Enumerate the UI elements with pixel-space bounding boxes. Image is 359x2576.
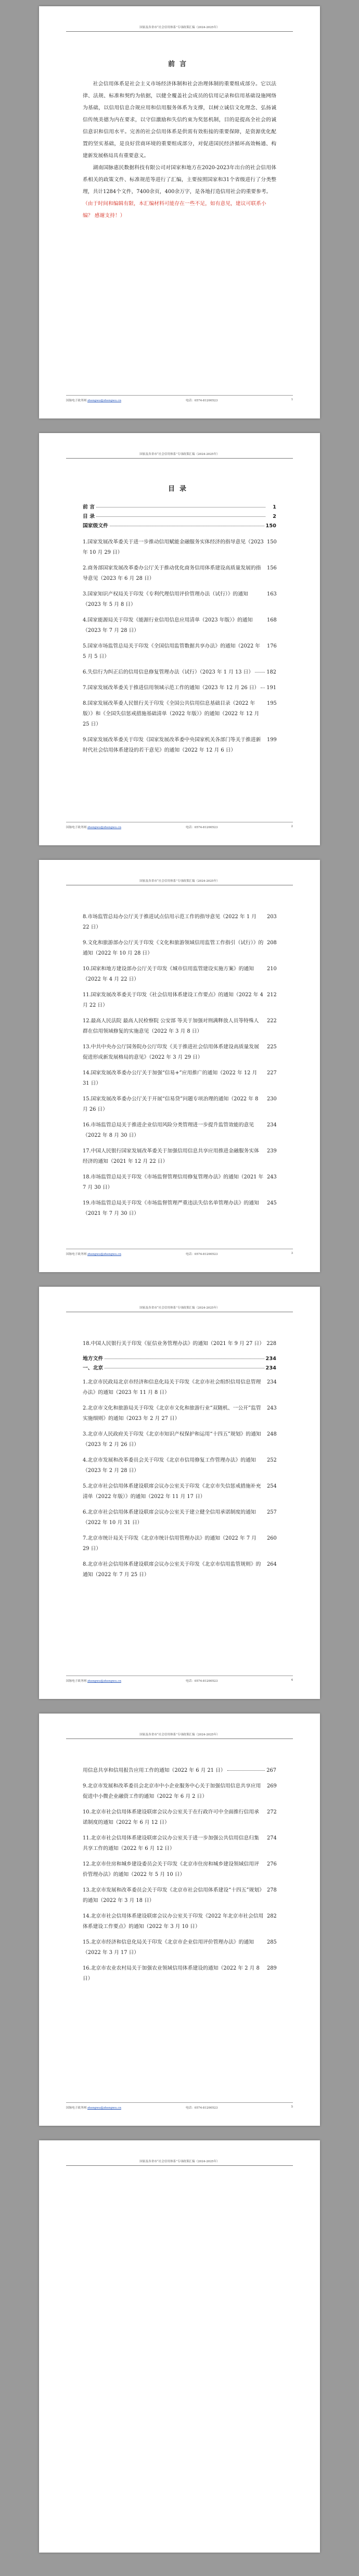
toc-item-title: 12.最高人民法院 最高人民检察院 公安部 等关于加强对刑满释放人员等特殊人群在信用领域修复的实施意见（2022 年 3 月 8 日） [83, 1018, 259, 1034]
footer-phone: 电话：0574-81200523 [186, 2107, 218, 2110]
toc-item-title: 5.北京市社会信用体系建设联席会议办公室关于印发《北京市失信惩戒措施补充清单（2022 年版）》的通知（2022 年 11 月 17 日） [83, 1483, 261, 1500]
toc-item-line [83, 1094, 276, 1115]
page-number: 2 [291, 825, 293, 828]
running-header: 国家及各省市“社会信用体系”专项政策汇编（2024-2025年） [139, 453, 220, 456]
preface-note: （由于时间和编辑有限，本汇编材料可能存在一些不足，如有意见，建议可联系小编？ 感谢支持！） [83, 201, 266, 219]
toc-item[interactable] [83, 1766, 276, 1776]
toc-item-line [83, 1937, 276, 1958]
toc-item-page: 245 [267, 1200, 277, 1206]
toc-item-line [83, 641, 276, 662]
toc-item-line [83, 683, 276, 693]
toc-item[interactable] [83, 1807, 276, 1828]
footer-email-link[interactable]: zhengwu@zhengwu.cn [87, 1680, 121, 1683]
toc-item[interactable] [83, 1533, 276, 1554]
page-2 [39, 433, 320, 845]
toc-item[interactable] [83, 1885, 276, 1906]
toc-item-page: 208 [267, 940, 277, 946]
toc-item-title: 9.文化和旅游部办公厅关于印发《文化和旅游领域信用监管工作指引（试行）》的通知（2022 年 10 月 28 日） [83, 940, 264, 956]
toc-item-line [83, 589, 276, 610]
toc-item[interactable] [83, 1455, 276, 1476]
footer-phone: 电话：0574-81200523 [186, 1253, 218, 1256]
page-number: 4 [291, 1679, 293, 1682]
toc-item[interactable] [83, 1068, 276, 1089]
toc-leader [227, 1770, 265, 1771]
toc-item-line [83, 1172, 276, 1193]
toc-item-line [83, 735, 276, 756]
toc-item[interactable] [83, 683, 276, 693]
toc-list [83, 1766, 276, 1989]
toc-item-page: 234 [267, 1379, 277, 1385]
toc-item-line [83, 1016, 276, 1037]
footer-email: 国脉电子政务网 zhengwu@zhengwu.cn [66, 2107, 121, 2110]
toc-item-line [83, 1403, 276, 1424]
toc-item-page: 182 [266, 669, 276, 675]
toc-item-line [83, 1766, 276, 1776]
toc-item-line [83, 1807, 276, 1828]
toc-item[interactable] [83, 1377, 276, 1398]
page-footer [66, 395, 293, 402]
page-title: 前言 [168, 60, 191, 68]
toc-item[interactable] [83, 912, 276, 933]
toc-item-title: 8.北京市社会信用体系建设联席会议办公室关于印发《北京市信用监管规则》的通知（2022 年 7 月 25 日） [83, 1562, 261, 1578]
toc-item-title: 8.国家发展改革委人民银行关于印发《全国公共信用信息基础目录（2022 年版）》和《全国失信惩戒措施基础清单（2022 年版）》的通知（2022 年 12 月 25 日） [83, 701, 260, 727]
toc-item-page: 191 [266, 685, 276, 691]
toc-list [83, 537, 276, 761]
toc-item[interactable] [83, 563, 276, 584]
toc-item-title: 7.国家发展改革委关于推进信用领域示范工作的通知（2023 年 12 月 26 日） [83, 685, 260, 691]
toc-item-title: 9.国家发展改革委关于印发《国家发展改革委中央国家机关各部门等关于推进新时代社会信用体系建设的若干意见》的通知（2022 年 12 月 6 日） [83, 737, 261, 753]
toc-item-line [83, 1963, 276, 1984]
toc-item-page: 252 [267, 1457, 277, 1463]
toc-item-title: 18.中国人民银行关于印发《征信业务管理办法》的通知（2021 年 9 月 27 日） [83, 1341, 265, 1347]
header-rule [66, 31, 293, 32]
toc-item-title: 14.国家发展改革委办公厅关于加强“信易+”应用推广的通知（2022 年 12 月 31 日） [83, 1070, 258, 1086]
toc-item-title: 11.国家发展改革委关于印发《社会信用体系建设工作要点》的通知（2022 年 4 月 22 日） [83, 992, 263, 1008]
toc-item[interactable] [83, 1120, 276, 1141]
preface-paragraph: 社会信用体系是社会主义市场经济体制和社会治理体制的重要组成部分。它以法律、法规、标准和契约为依据，以健全覆盖社会成员的信用记录和信用基础设施网络为基础，以信用信息合规应用和信用服务体系为支撑，以树立诚信文化理念、弘扬诚信传统美德为内在要求，以守信激励和失信约束为奖惩机制，目的是提高全社会的诚信意识和信用水平。完善的社会信用体系是供需有效衔接的重要保障，是资源优化配置的坚实基础，是良好营商环境的重要组成部分，对促进国民经济循环高效畅通、构建新发展格局具有重要意义。 [83, 81, 276, 159]
toc-item-line [83, 1533, 276, 1554]
toc-item-line [83, 1120, 276, 1141]
toc-item-line [83, 563, 276, 584]
page-footer [66, 2102, 293, 2110]
toc-subsection-beijing[interactable]: 一、北京 234 [83, 1365, 276, 1371]
running-header: 国家及各省市“社会信用体系”专项政策汇编（2024-2025年） [139, 2160, 220, 2163]
running-header: 国家及各省市“社会信用体系”专项政策汇编（2024-2025年） [139, 1306, 220, 1310]
toc-item-line [83, 1833, 276, 1854]
footer-email: 国脉电子政务网 zhengwu@zhengwu.cn [66, 399, 121, 402]
toc-item-title: 4.北京市发展和改革委员会关于印发《北京市信用修复工作管理办法》的通知（2023 年 2 月 28 日） [83, 1457, 256, 1474]
toc-item-page: 176 [267, 643, 277, 649]
toc-item-title: 15.国家发展改革委办公厅关于开展“信易贷”问题专项治理的通知（2022 年 8 月 26 日） [83, 1096, 259, 1112]
toc-item[interactable] [83, 1403, 276, 1424]
toc-item[interactable] [83, 1507, 276, 1528]
toc-item-page: 222 [267, 1018, 277, 1024]
toc-item[interactable] [83, 1937, 276, 1958]
toc-item-title: 1.国家发展改革委关于进一步推动信用赋能金融服务实体经济的指导意见（2023 年 10 月 29 日） [83, 539, 264, 555]
toc-item[interactable] [83, 1559, 276, 1580]
toc-item-title: 1.北京市民政局北京市经济和信息化局关于印发《北京市社会组织信用信息管理办法》的通知（2023 年 11 月 8 日） [83, 1379, 261, 1395]
toc-item-page: 257 [267, 1509, 277, 1515]
toc-item-title: 13.北京市发展和改革委员会关于印发《北京市社会信用体系建设“十四五”规划》的通知（2022 年 3 月 18 日） [83, 1887, 262, 1904]
toc-item-title: 16.市场监管总局关于推进企业信用风险分类管理进一步提升监管效能的意见（2022 年 8 月 30 日） [83, 1122, 254, 1138]
toc-item-line [83, 1885, 276, 1906]
toc-item-page: 272 [267, 1809, 277, 1815]
footer-email-link[interactable]: zhengwu@zhengwu.cn [87, 826, 121, 829]
page-footer [66, 822, 293, 829]
toc-item-line [83, 938, 276, 959]
toc-item[interactable] [83, 615, 276, 636]
toc-item-page: 210 [267, 966, 277, 972]
toc-item-line [83, 1507, 276, 1528]
toc-item[interactable] [83, 699, 276, 730]
toc-item-title: 9.北京市发展和改革委员会北京市中小企业服务中心关于加强信用信息共享应用促进中小微企业融资工作的通知（2022 年 6 月 2 日） [83, 1783, 261, 1799]
toc-item[interactable] [83, 1339, 276, 1349]
toc-item-page: 282 [267, 1913, 277, 1919]
toc-item-line [83, 1068, 276, 1089]
toc-item-page: 285 [267, 1939, 277, 1945]
toc-entry[interactable]: 国家级文件 150 [83, 523, 276, 529]
toc-item[interactable] [83, 990, 276, 1011]
toc-item[interactable] [83, 1016, 276, 1037]
toc-item-page: 225 [267, 1044, 277, 1050]
toc-item[interactable] [83, 964, 276, 985]
toc-item-page: 276 [267, 1861, 277, 1867]
toc-item-page: 234 [267, 1122, 277, 1128]
toc-item-page: 264 [267, 1562, 277, 1567]
toc-item[interactable] [83, 1781, 276, 1802]
toc-item[interactable] [83, 1172, 276, 1193]
toc-item-line [83, 1911, 276, 1932]
toc-item-line [83, 1198, 276, 1219]
toc-item-title: 3.北京市人民政府关于印发《北京市知识产权保护和运用“十四五”规划》的通知（2023 年 2 月 26 日） [83, 1431, 261, 1448]
toc-entry[interactable]: 前 言 1 [83, 504, 276, 510]
toc-item-title: 12.北京市住房和城乡建设委员会关于印发《北京市住房和城乡建设领域信用评价管理办法》的通知（2022 年 5 月 10 日） [83, 1861, 259, 1877]
toc-item-line [83, 964, 276, 985]
toc-item-page: 195 [267, 701, 277, 706]
toc-item-line [83, 537, 276, 558]
footer-email: 国脉电子政务网 zhengwu@zhengwu.cn [66, 826, 121, 829]
page-5 [39, 1714, 320, 2126]
toc-item[interactable] [83, 1859, 276, 1880]
toc-entry[interactable]: 目 录 2 [83, 514, 276, 519]
page-number: 5 [291, 2105, 293, 2109]
toc-item-line [83, 1781, 276, 1802]
toc-item[interactable] [83, 1094, 276, 1115]
toc-item-page: 168 [267, 617, 277, 623]
toc-item-page: 274 [267, 1835, 277, 1841]
toc-item-title: 15.北京市经济和信息化局关于印发《北京市企业信用评价管理办法》的通知（2022 年 3 月 17 日） [83, 1939, 254, 1956]
toc-item[interactable] [83, 1963, 276, 1984]
toc-item-title: 11.北京市社会信用体系建设联席会议办公室关于进一步加强公共信用信息归集共享工作的通知（2022 年 6 月 12 日） [83, 1835, 259, 1851]
page-6-partial [39, 2140, 320, 2553]
toc-item-line [83, 1339, 276, 1349]
page-footer [66, 1676, 293, 1683]
toc-item[interactable] [83, 667, 276, 678]
toc-item-title: 5.国家市场监管总局关于印发《全国信用监管数据共享办法》的通知（2022 年 5 月 5 日） [83, 643, 261, 659]
toc-item[interactable] [83, 1833, 276, 1854]
toc-item-page: 269 [267, 1783, 277, 1789]
footer-phone: 电话：0574-81200523 [186, 399, 218, 402]
preface-paragraph: 湖南国脉惠民数据科技有限公司对国家和地方在2020-2023年出台的社会信用体系相关的政策文件、标准规范等进行了汇编，主要按照国家和31个省级进行了分类整理，共计1284个文件，7400余页，400余万字，是各地打造信用社会的重要参考。 [83, 165, 276, 195]
toc-item-page: 163 [267, 591, 277, 597]
toc-item-title: 8.市场监管总局办公厅关于推进试点信用示范工作的指导意见（2022 年 1 月 22 日） [83, 914, 257, 930]
toc-item-title: 4.国家能源局关于印发《能源行业信用信息应用清单（2023 年版）》的通知（2023 年 7 月 28 日） [83, 617, 253, 633]
running-header: 国家及各省市“社会信用体系”专项政策汇编（2024-2025年） [139, 880, 220, 883]
footer-email-link[interactable]: zhengwu@zhengwu.cn [87, 1253, 121, 1256]
toc-item-page: 156 [267, 565, 277, 571]
running-header: 国家及各省市“社会信用体系”专项政策汇编（2024-2025年） [139, 26, 220, 29]
toc-item-page: 248 [267, 1431, 277, 1437]
toc-item-page: 228 [266, 1341, 277, 1347]
toc-item-title: 19.市场监管总局关于印发《市场监督管理严重违法失信名单管理办法》的通知（2021 年 7 月 30 日） [83, 1200, 259, 1216]
toc-item[interactable] [83, 1146, 276, 1167]
footer-email-link[interactable]: zhengwu@zhengwu.cn [87, 2107, 121, 2110]
toc-item[interactable] [83, 1481, 276, 1502]
toc-item-line [83, 1146, 276, 1167]
toc-item-line [83, 1481, 276, 1502]
toc-item-line [83, 1429, 276, 1450]
toc-top [83, 503, 276, 531]
footer-email: 国脉电子政务网 zhengwu@zhengwu.cn [66, 1680, 121, 1683]
toc-item-title: 3.国家知识产权局关于印发《专利代理信用评价管理办法（试行）》的通知（2023 年 5 月 8 日） [83, 591, 248, 607]
toc-item[interactable] [83, 1911, 276, 1932]
toc-item-line [83, 1559, 276, 1580]
toc-item-title: 13.中共中央办公厅国务院办公厅印发《关于推进社会信用体系建设高质量发展促进形成新发展格局的意见》（2022 年 3 月 29 日） [83, 1044, 259, 1060]
toc-item[interactable] [83, 1042, 276, 1063]
toc-section-local[interactable]: 地方文件 234 [83, 1356, 276, 1362]
toc-item-page: 227 [267, 1070, 277, 1076]
page-number: 3 [291, 1252, 293, 1255]
footer-phone: 电话：0574-81200523 [186, 1680, 218, 1683]
toc-item-line [83, 912, 276, 933]
toc-item-page: 212 [267, 992, 277, 998]
toc-item-title: 16.北京市农业农村局关于加强农业领域信用体系建设的通知（2022 年 2 月 8 日） [83, 1965, 260, 1982]
toc-item-title: 17.中国人民银行国家发展改革委关于加强信用信息共享应用推进金融服务实体经济的通知（2021 年 12 月 22 日） [83, 1148, 259, 1164]
toc-item-title: 用信息共享和信用报告应用工作的通知（2022 年 6 月 21 日） [83, 1768, 226, 1773]
preface-body [83, 78, 276, 222]
toc-item-line [83, 1859, 276, 1880]
running-header: 国家及各省市“社会信用体系”专项政策汇编（2024-2025年） [139, 1733, 220, 1736]
toc-item-line [83, 1042, 276, 1063]
footer-email-link[interactable]: zhengwu@zhengwu.cn [87, 399, 121, 402]
toc-item-page: 243 [267, 1174, 277, 1180]
footer-email: 国脉电子政务网 zhengwu@zhengwu.cn [66, 1253, 121, 1256]
toc-item-title: 2.北京市文化和旅游局关于印发《北京市文化和旅游行业“双随机、一公开”监管实施细则》的通知（2023 年 2 月 27 日） [83, 1405, 261, 1422]
toc-item[interactable] [83, 735, 276, 756]
toc-item[interactable] [83, 1429, 276, 1450]
toc-item-line [83, 1455, 276, 1476]
toc-item-page: 203 [267, 914, 277, 920]
toc-item-page: 199 [267, 737, 277, 743]
header-rule [66, 2165, 293, 2166]
toc-item[interactable] [83, 537, 276, 558]
toc-item-title: 14.北京市社会信用体系建设联席会议办公室关于印发《2022 年北京市社会信用体系建设工作要点》的通知（2022 年 3 月 10 日） [83, 1913, 264, 1930]
toc-item-title: 10.国家和地方建设部办公厅关于印发《城市信用监管建设实施方案》的通知（2022 年 4 月 22 日） [83, 966, 254, 982]
toc-item-page: 260 [267, 1536, 277, 1541]
toc-item-line [83, 615, 276, 636]
toc-item-page: 230 [267, 1096, 277, 1102]
toc-item[interactable] [83, 589, 276, 610]
toc-item-line [83, 990, 276, 1011]
toc-item-title: 2.商务部国家发展改革委办公厅关于推动优化商务信用体系建设高质量发展的指导意见（2023 年 6 月 28 日） [83, 565, 261, 581]
toc-item-title: 6.失信行为纠正后的信用信息修复管理办法（试行）（2023 年 1 月 13 日） [83, 669, 254, 675]
toc-item-line [83, 699, 276, 730]
toc-item-title: 6.北京市社会信用体系建设联席会议办公室关于建立健全信用承诺制度的通知（2022 年 10 月 31 日） [83, 1509, 256, 1526]
toc-item-title: 10.北京市社会信用体系建设联席会议办公室关于在行政许可中全面推行信用承诺制度的通知（2022 年 6 月 12 日） [83, 1809, 259, 1825]
toc-item-page: 243 [267, 1405, 277, 1411]
toc-item[interactable] [83, 641, 276, 662]
toc-item-page: 150 [267, 539, 277, 545]
header-rule [66, 458, 293, 459]
footer-phone: 电话：0574-81200523 [186, 826, 218, 829]
page-title: 目录 [168, 485, 191, 493]
toc-list [83, 1339, 276, 1585]
toc-item[interactable] [83, 938, 276, 959]
toc-item-page: 254 [267, 1483, 277, 1489]
toc-item-page: 239 [267, 1148, 277, 1154]
toc-item-title: 18.市场监管总局关于印发《市场监督管理信用修复管理办法》的通知（2021 年 7 月 30 日） [83, 1174, 264, 1190]
page-1 [39, 6, 320, 418]
toc-item-page: 267 [266, 1768, 276, 1773]
toc-item[interactable] [83, 1198, 276, 1219]
toc-item-line [83, 1377, 276, 1398]
toc-item-page: 289 [267, 1965, 277, 1971]
page-number: 1 [291, 398, 293, 401]
page-4 [39, 1287, 320, 1699]
page-3 [39, 860, 320, 1272]
toc-item-title: 7.北京市统计局关于印发《北京市统计信用管理办法》的通知（2022 年 7 月 29 日） [83, 1536, 257, 1552]
toc-list [83, 912, 276, 1224]
toc-item-page: 278 [267, 1887, 277, 1893]
page-footer [66, 1249, 293, 1256]
toc-item-line [83, 667, 276, 678]
